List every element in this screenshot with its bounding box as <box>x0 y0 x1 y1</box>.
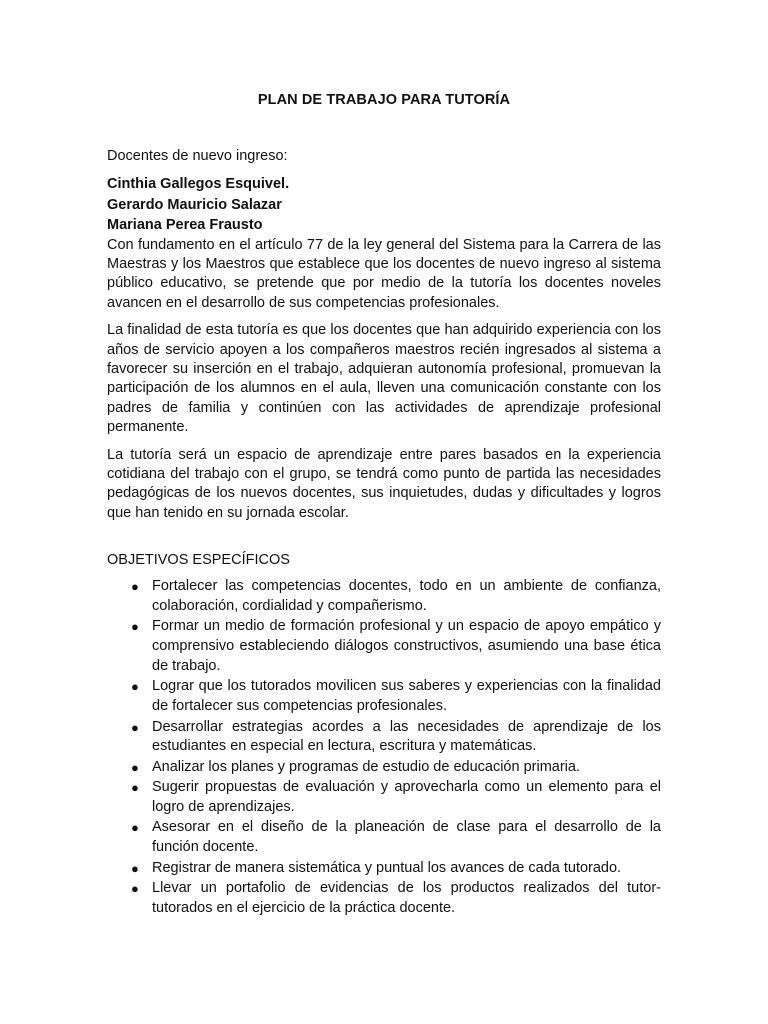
intro-label: Docentes de nuevo ingreso: <box>107 148 288 164</box>
objective-text: Formar un medio de formación profesional y un espacio de apoyo empático y comprensivo estableciendo diálogos constructivos, asumiendo una base ética de trabajo. <box>152 618 661 674</box>
objective-item <box>131 677 661 717</box>
document-title: PLAN DE TRABAJO PARA TUTORÍA <box>257 92 511 108</box>
objectives-heading: OBJETIVOS ESPECÍFICOS <box>107 552 290 569</box>
name-item: Cinthia Gallegos Esquivel. <box>107 176 290 192</box>
objective-item <box>131 758 661 778</box>
bullet-icon: ● <box>131 579 139 595</box>
objective-item <box>131 718 661 758</box>
names-list <box>107 174 661 236</box>
objective-text: Fortalecer las competencias docentes, todo en un ambiente de confianza, colaboración, cordialidad y compañerismo. <box>152 578 661 614</box>
bullet-icon: ● <box>131 820 139 836</box>
objective-text: Asesorar en el diseño de la planeación de clase para el desarrollo de la función docente. <box>152 819 661 856</box>
name-item: Gerardo Mauricio Salazar <box>107 196 282 213</box>
bullet-icon: ● <box>131 860 139 876</box>
paragraph: La finalidad de esta tutoría es que los docentes que han adquirido experiencia con los años de servicio apoyen a los compañeros maestros recién ingresados al sistema a favorecer su inserción en el trabajo, adquieran autonomía profesional, promuevan la participación de los alumnos en el aula, lleven una comunicación constante con los padres de familia y continúen con las actividades de aprendizaje profesional permanente. <box>107 322 661 436</box>
objective-item <box>131 778 661 818</box>
paragraph: La tutoría será un espacio de aprendizaje entre pares basados en la experiencia cotidiana del trabajo con el grupo, se tendrá como punto de partida las necesidades pedagógicas de los nuevos docentes, sus inquietudes, dudas y dificultades y logros que han tenido en su jornada escolar. <box>107 446 661 521</box>
bullet-icon: ● <box>131 759 139 775</box>
bullet-icon: ● <box>131 880 139 896</box>
objective-item <box>131 859 661 879</box>
bullet-icon: ● <box>131 679 139 695</box>
objective-text: Sugerir propuestas de evaluación y aprovecharla como un elemento para el logro de aprendizajes. <box>152 779 661 815</box>
objectives-list <box>107 577 661 918</box>
objective-item <box>131 879 661 919</box>
objective-text: Lograr que los tutorados movilicen sus saberes y experiencias con la finalidad de fortalecer sus competencias profesionales. <box>152 678 661 715</box>
paragraph: Con fundamento en el artículo 77 de la ley general del Sistema para la Carrera de las Maestras y los Maestros que establece que los docentes de nuevo ingreso al sistema público educativo, se pretende que por medio de la tutoría los docentes noveles avancen en el desarrollo de sus competencias profesionales. <box>107 236 661 311</box>
objective-item <box>131 617 661 676</box>
objective-item <box>131 577 661 617</box>
objective-text: Analizar los planes y programas de estudio de educación primaria. <box>152 758 580 775</box>
objective-item <box>131 818 661 858</box>
objective-text: Desarrollar estrategias acordes a las necesidades de aprendizaje de los estudiantes en especial en lectura, escritura y matemáticas. <box>152 718 661 755</box>
bullet-icon: ● <box>131 719 139 735</box>
bullet-icon: ● <box>131 780 139 796</box>
name-item: Mariana Perea Frausto <box>107 217 263 233</box>
objective-text: Registrar de manera sistemática y puntual los avances de cada tutorado. <box>152 859 622 876</box>
objective-text: Llevar un portafolio de evidencias de los productos realizados del tutor-tutorados en el ejercicio de la práctica docente. <box>152 879 661 916</box>
bullet-icon: ● <box>131 619 139 635</box>
